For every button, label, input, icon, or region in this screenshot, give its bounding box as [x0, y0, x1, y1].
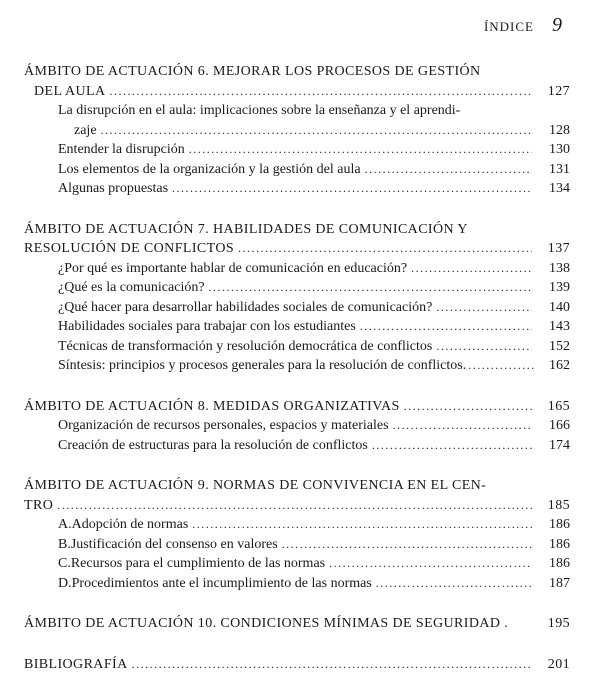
- toc-entry: Entender la disrupción: [58, 142, 185, 157]
- leader-dots: [282, 535, 532, 555]
- page-number: 185: [547, 497, 570, 513]
- leader-dots: [360, 317, 532, 337]
- leader-dots: [404, 397, 532, 417]
- page-number: 131: [549, 161, 570, 177]
- page-number: 137: [547, 241, 570, 256]
- page-number: 187: [549, 575, 570, 591]
- toc-entry: Habilidades sociales para trabajar con los estudiantes: [58, 319, 356, 334]
- page-number: 166: [549, 418, 570, 433]
- leader-dots: [57, 496, 532, 516]
- page-number: 201: [547, 656, 570, 672]
- toc-entry: ¿Qué es la comunicación?: [58, 280, 205, 295]
- leader-dots: [329, 554, 532, 574]
- toc-entry: ¿Qué hacer para desarrollar habilidades sociales de comunicación?: [58, 299, 433, 315]
- toc-chapter-6: [24, 62, 570, 199]
- running-header: [484, 14, 562, 37]
- page-number: 174: [549, 437, 570, 453]
- toc-entry: ¿Por qué es importante hablar de comunicación en educación?: [58, 260, 408, 276]
- page-number: 152: [549, 338, 570, 354]
- header-label: ÍNDICE: [483, 19, 534, 34]
- toc-entry: Recursos para el cumplimiento de las normas: [70, 556, 326, 571]
- page-number: 186: [549, 536, 570, 552]
- leader-dots: [436, 337, 532, 357]
- chapter-title: ÁMBITO DE ACTUACIÓN 6. MEJORAR LOS PROCESOS DE GESTIÓN: [24, 64, 481, 79]
- page-number: 134: [549, 181, 570, 196]
- leader-dots: [132, 655, 532, 675]
- leader-dots: [110, 82, 532, 102]
- toc-entry: La disrupción en el aula: implicaciones sobre la enseñanza y el aprendi-: [58, 103, 461, 118]
- page-number: 165: [547, 398, 570, 414]
- chapter-title: ÁMBITO DE ACTUACIÓN 8. MEDIDAS ORGANIZATIVAS: [24, 398, 400, 414]
- page-number: 130: [549, 142, 570, 157]
- toc-entry: Técnicas de transformación y resolución democrática de conflictos: [58, 338, 433, 354]
- leader-dots: [468, 356, 534, 376]
- leader-dots: [189, 140, 532, 160]
- leader-dots: [365, 160, 532, 180]
- bibliography-title: BIBLIOGRAFÍA: [24, 656, 128, 672]
- toc-entry: Procedimientos ante el incumplimiento de las normas: [71, 575, 372, 591]
- page-number: 186: [549, 517, 570, 532]
- entry-letter: D.: [58, 575, 72, 591]
- leader-dots: [372, 436, 532, 456]
- chapter-title: ÁMBITO DE ACTUACIÓN 7. HABILIDADES DE COMUNICACIÓN Y: [24, 221, 468, 237]
- page-number: 143: [549, 319, 570, 334]
- toc-entry-continuation: zaje: [74, 122, 97, 138]
- toc-entry: Los elementos de la organización y la gestión del aula: [58, 161, 361, 177]
- leader-dots: [172, 179, 532, 199]
- leader-dots: [101, 121, 532, 141]
- toc-entry: Síntesis: principios y procesos generales para la resolución de conflictos.: [58, 358, 467, 373]
- chapter-title-continuation: RESOLUCIÓN DE CONFLICTOS: [24, 241, 235, 256]
- leader-dots: [209, 278, 532, 298]
- chapter-title-continuation: DEL AULA: [34, 83, 106, 99]
- toc-chapter-8: [24, 397, 570, 456]
- toc-entry: Algunas propuestas: [58, 181, 169, 196]
- toc-bibliography: [24, 655, 570, 675]
- leader-dots: [192, 515, 532, 535]
- page-number: 195: [547, 616, 570, 631]
- page-number: 140: [549, 299, 570, 315]
- leader-dots: [376, 574, 532, 594]
- toc-chapter-7: [24, 220, 570, 376]
- toc-chapter-10: [24, 614, 570, 634]
- chapter-title: ÁMBITO DE ACTUACIÓN 10. CONDICIONES MÍNIMAS DE SEGURIDAD .: [24, 616, 509, 631]
- page-number: 127: [547, 83, 570, 99]
- toc-entry: Justificación del consenso en valores: [70, 536, 278, 552]
- entry-letter: A.: [58, 517, 72, 532]
- page-number: 128: [549, 122, 570, 138]
- chapter-title: ÁMBITO DE ACTUACIÓN 9. NORMAS DE CONVIVENCIA EN EL CEN-: [24, 478, 487, 493]
- leader-dots: [411, 259, 532, 279]
- toc-entry: Adopción de normas: [71, 517, 189, 532]
- header-page-number: 9: [552, 14, 562, 36]
- page-number: 138: [549, 260, 570, 276]
- page-number: 162: [549, 358, 570, 373]
- page-number: 139: [549, 280, 570, 295]
- page-number: 186: [549, 556, 570, 571]
- leader-dots: [393, 416, 532, 436]
- toc-chapter-9: [24, 476, 570, 593]
- chapter-title-continuation: TRO: [24, 497, 54, 513]
- leader-dots: [238, 239, 532, 259]
- entry-letter: C.: [58, 556, 71, 571]
- entry-letter: B.: [58, 536, 71, 552]
- leader-dots: [436, 298, 532, 318]
- toc-entry: Organización de recursos personales, espacios y materiales: [58, 418, 389, 433]
- table-of-contents: [24, 62, 570, 695]
- toc-entry: Creación de estructuras para la resolución de conflictos: [58, 437, 368, 453]
